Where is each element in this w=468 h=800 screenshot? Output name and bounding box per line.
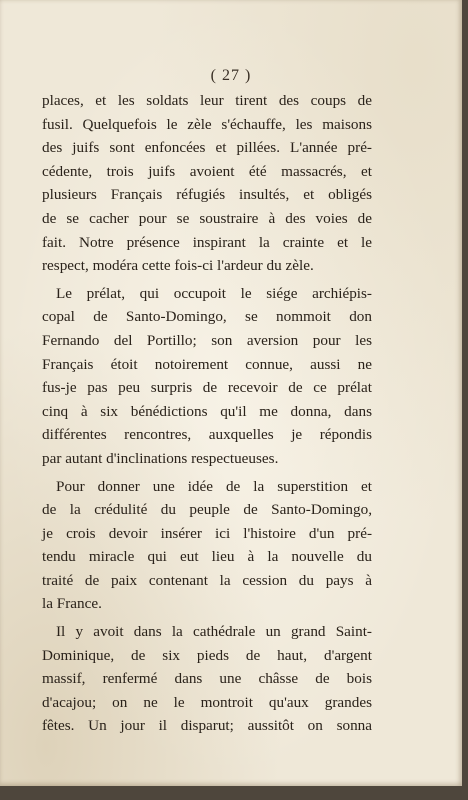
paragraph-3	[42, 475, 372, 617]
paragraph-2	[42, 282, 372, 471]
text-line: traité de paix contenant la cession du pays à	[42, 571, 372, 589]
text-line: des juifs sont enfoncées et pillées. L'année pré-	[42, 139, 372, 157]
text-line: fait. Notre présence inspirant la crainte et le	[42, 233, 372, 251]
text-line: je crois devoir insérer ici l'histoire d'un pré-	[42, 524, 372, 542]
text-line: Français étoit notoirement connue, aussi ne	[42, 355, 372, 373]
text-line: d'acajou; on ne le montroit qu'aux grandes	[42, 693, 372, 711]
text-line: de la crédulité du peuple de Santo-Domingo,	[42, 501, 372, 519]
text-line: fêtes. Un jour il disparut; aussitôt on sonna	[42, 717, 372, 735]
body-text	[42, 89, 372, 742]
text-line: Dominique, de six pieds de haut, d'argent	[42, 646, 372, 664]
text-line: de se cacher pour se soustraire à des voies de	[42, 209, 372, 227]
text-line: par autant d'inclinations respectueuses.	[42, 449, 279, 467]
text-line: tendu miracle qui eut lieu à la nouvelle du	[42, 548, 372, 566]
text-line: Fernando del Portillo; son aversion pour les	[42, 331, 372, 349]
text-line: copal de Santo-Domingo, se nommoit don	[42, 308, 372, 326]
text-line: Il y avoit dans la cathédrale un grand Saint-	[56, 623, 372, 641]
text-line: cédente, trois juifs avoient été massacrés, et	[42, 162, 372, 180]
page-edge-shadow	[462, 0, 468, 800]
paragraph-4	[42, 620, 372, 738]
page-edge-shadow	[0, 786, 468, 800]
paragraph-1	[42, 89, 372, 278]
text-line: respect, modéra cette fois-ci l'ardeur du zèle.	[42, 257, 314, 275]
text-line: cinq à six bénédictions qu'il me donna, dans	[42, 402, 372, 420]
text-line: fusil. Quelquefois le zèle s'échauffe, les maisons	[42, 115, 372, 133]
text-line: plusieurs Français réfugiés insultés, et obligés	[42, 186, 372, 204]
text-line: Pour donner une idée de la superstition et	[56, 477, 372, 495]
text-line: fus-je pas peu surpris de recevoir de ce prélat	[42, 379, 372, 397]
page-number: ( 27 )	[210, 67, 252, 84]
text-line: Le prélat, qui occupoit le siége archiépis-	[56, 284, 372, 302]
text-line: la France.	[42, 595, 102, 613]
text-line: massif, renfermé dans une châsse de bois	[42, 670, 372, 688]
text-line: places, et les soldats leur tirent des coups de	[42, 92, 372, 109]
text-line: différentes rencontres, auxquelles je répondis	[42, 426, 372, 444]
